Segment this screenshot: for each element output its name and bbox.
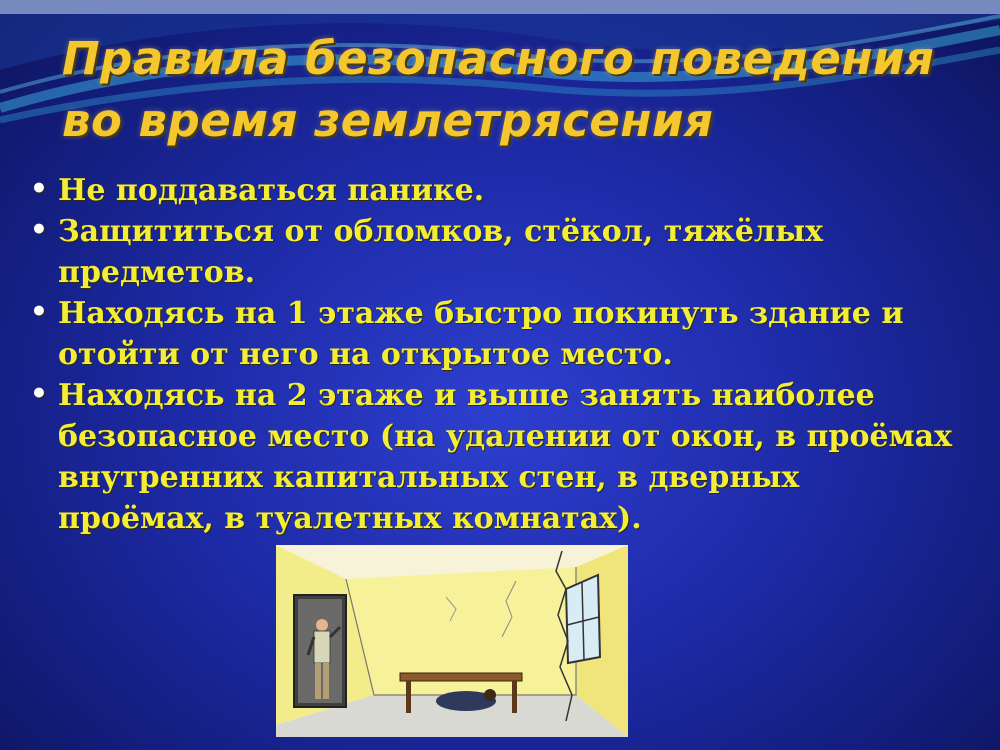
title-line-1: Правила безопасного поведения	[62, 32, 935, 85]
rule-item: • Не поддаваться панике.	[30, 170, 965, 211]
title-line-2: во время землетрясения	[62, 94, 714, 147]
room-earthquake-illustration	[276, 545, 628, 737]
rules-list	[30, 170, 965, 539]
rule-item: • Находясь на 1 этаже быстро покинуть здание и отойти от него на открытое место.	[30, 293, 965, 375]
slide-title	[62, 28, 962, 152]
person-head-icon	[316, 619, 328, 631]
rule-item: • Находясь на 2 этаже и выше занять наиболее безопасное место (на удалении от окон, в проёмах внутренних капитальных стен, в дверных проёмах, в туалетных комнатах).	[30, 375, 965, 539]
room-drawing	[276, 545, 628, 737]
rule-item: • Защититься от обломков, стёкол, тяжёлых предметов.	[30, 211, 965, 293]
